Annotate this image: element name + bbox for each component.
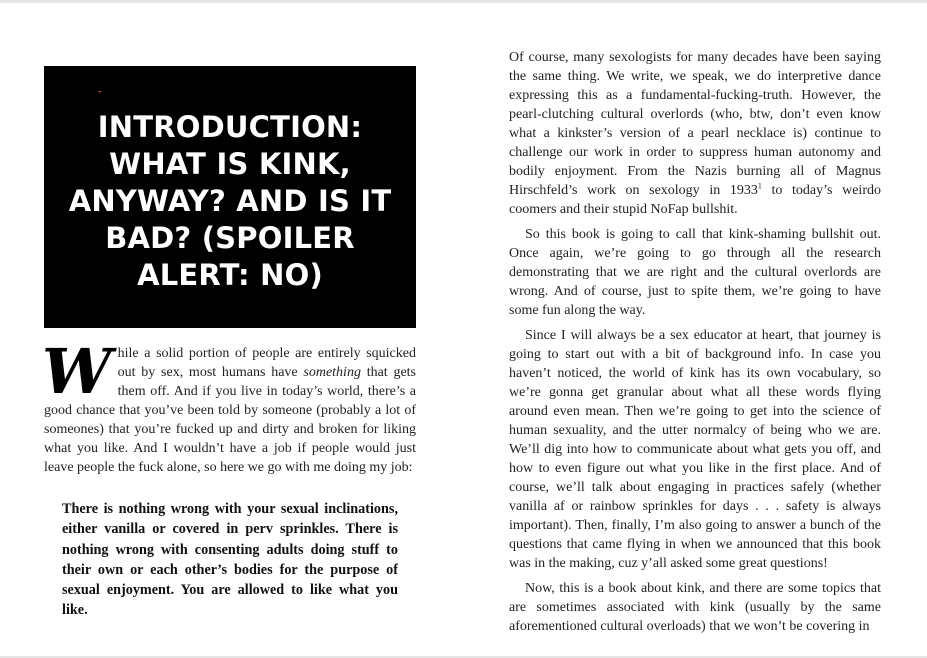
intro-emphasis: something — [303, 365, 361, 380]
drop-cap: W — [42, 335, 112, 408]
right-paragraph-2: So this book is going to call that kink-shaming bullshit out. Once again, we’re going to go through all the research demonstrating that we are right and the cultural overlords are wrong. And of course, just to spite them, we’re going to have some fun along the way. — [509, 227, 881, 318]
intro-text-start: hile a solid portion of people are entirely squicked out by sex, most humans have — [117, 346, 416, 380]
right-paragraph-4: Now, this is a book about kink, and there are some topics that are sometimes associated with kink (usually by the same aforementioned cultural overloads) that we won’t be covering in — [509, 581, 881, 634]
bold-statement: There is nothing wrong with your sexual inclinations, either vanilla or covered in perv sprinkles. There is nothing wrong with consenting adults doing stuff to their own or each other’s bodies for the purpose of sexual enjoyment. You are allowed to like what you like. — [62, 501, 398, 619]
top-divider — [0, 0, 927, 3]
right-paragraph-1 — [509, 48, 881, 219]
left-page-body — [42, 335, 416, 477]
right-p1-text-end: to today’s weirdo coomers and their stupid NoFap bullshit. — [509, 183, 881, 217]
right-p1-text-start: Of course, many sexologists for many decades have been saying the same thing. We write, we speak, we do interpretive dance expressing this as a fundamental-fucking-truth. However, the pearl-clutching cultural overlords (who, btw, don’t even know what a kinkster’s version of a pearl necklace is) continue to challenge our work in order to suppress human autonomy and bodily enjoyment. From the Nazis burning all of Magnus Hirschfeld’s work on sexology in 1933 — [509, 50, 881, 198]
right-paragraph-3: Since I will always be a sex educator at heart, that journey is going to start out with a bit of background info. In case you haven’t noticed, the world of kink has its own vocabulary, so we’re gonna get granular about what all these words flying around even mean. Then we’re going to get into the science of human sexuality, and the utter normalcy of being who we are. We’ll dig into how to communicate about what gets you off, and how to even figure out what you like in the first place. And of course, we’ll talk about engaging in practices safely (whether vanilla af or rainbow sprinkles for days . . . safety is always important). Then, finally, I’m also going to answer a bunch of the questions that came flying in when we announced that this book was in the making, cuz y’all asked some great questions! — [509, 328, 881, 571]
footnote-ref[interactable]: 1 — [757, 181, 762, 191]
intro-text-end: that gets them off. And if you live in today’s world, there’s a good chance that you’ve been told by someone (probably a lot of someones) that you’re fucked up and dirty and broken for liking what you like. And I wouldn’t have a job if people would just leave people the fuck alone, so here we go with me doing my job: — [44, 365, 416, 475]
chapter-title: INTRODUCTION: WHAT IS KINK, ANYWAY? AND IS IT BAD? (SPOILER ALERT: NO) — [68, 109, 392, 292]
right-page-body — [509, 48, 881, 642]
chapter-title-box — [44, 66, 416, 328]
intro-paragraph — [42, 335, 416, 477]
title-box-mark — [98, 91, 101, 92]
